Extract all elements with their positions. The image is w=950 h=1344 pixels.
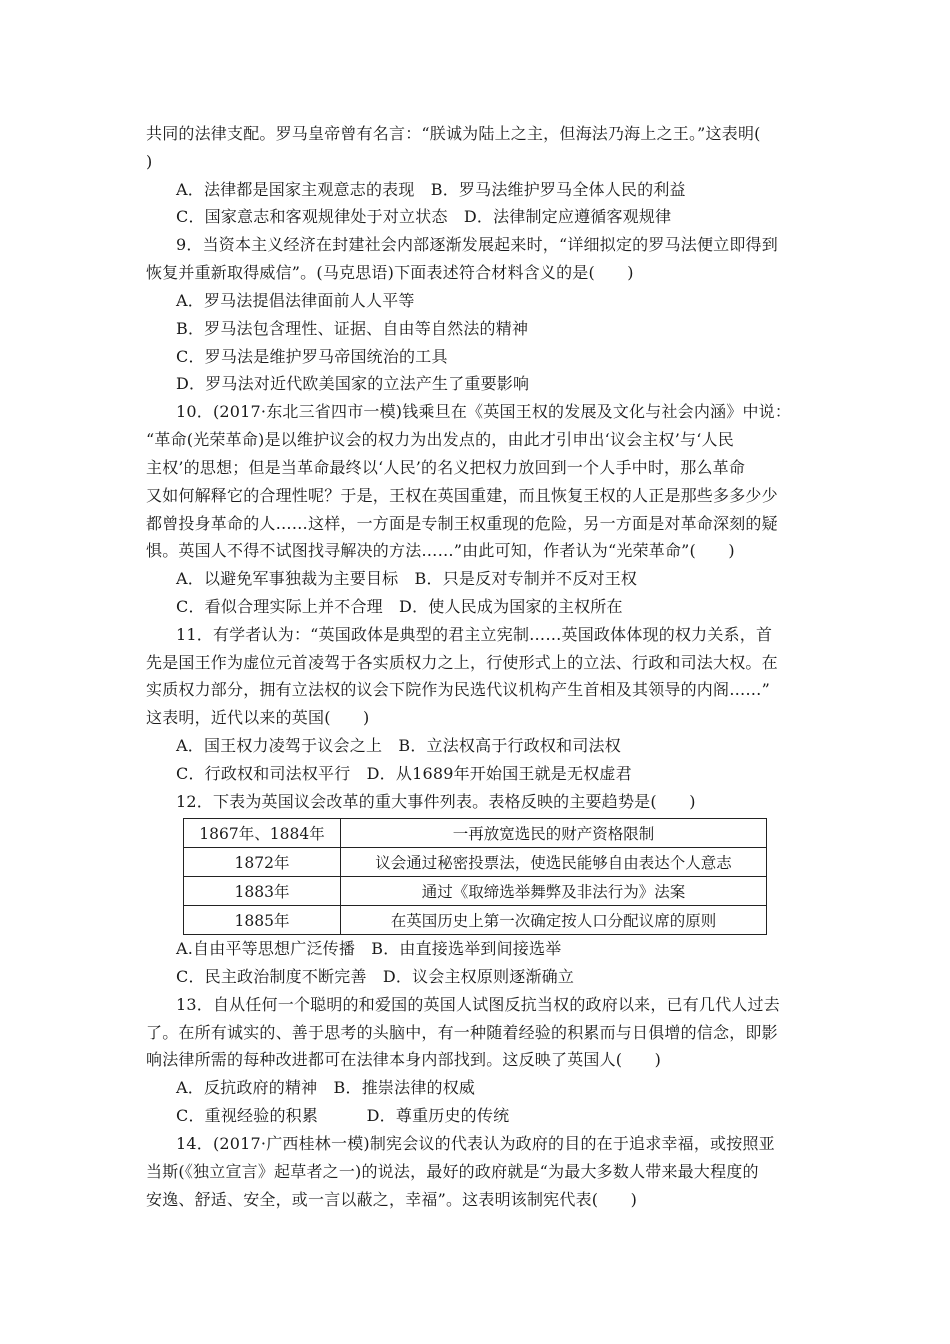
text-line: 又如何解释它的合理性呢？于是，王权在英国重建，而且恢复王权的人正是那些多多少少	[146, 486, 778, 505]
option-line: C．民主政治制度不断完善 D．议会主权原则逐渐确立	[176, 967, 575, 986]
text-line: )	[146, 152, 153, 171]
event-cell: 一再放宽选民的财产资格限制	[341, 819, 767, 848]
question-11: 11．有学者认为：“英国政体是典型的君主立宪制……英国政体体现的权力关系，首	[176, 625, 773, 644]
option-line: A．国王权力凌驾于议会之上 B．立法权高于行政权和司法权	[176, 736, 621, 755]
event-cell: 在英国历史上第一次确定按人口分配议席的原则	[341, 906, 767, 935]
option-line: C．国家意志和客观规律处于对立状态 D．法律制定应遵循客观规律	[176, 207, 672, 226]
text-line: 这表明，近代以来的英国( )	[146, 708, 370, 727]
text-line: 惧。英国人不得不试图找寻解决的方法……”由此可知，作者认为“光荣革命”( )	[146, 541, 735, 560]
reform-events-table	[183, 818, 767, 935]
year-cell: 1885年	[184, 906, 341, 935]
question-13: 13．自从任何一个聪明的和爱国的英国人试图反抗当权的政府以来，已有几代人过去	[176, 995, 780, 1014]
text-line: “革命(光荣革命)是以维护议会的权力为出发点的，由此才引申出‘议会主权’与‘人民	[146, 430, 734, 449]
text-line: 了。在所有诚实的、善于思考的头脑中，有一种随着经验的积累而与日俱增的信念，即影	[146, 1023, 778, 1042]
text-line: 都曾投身革命的人……这样，一方面是专制王权重现的危险，另一方面是对革命深刻的疑	[146, 514, 778, 533]
text-line: 恢复并重新取得威信”。(马克思语)下面表述符合材料含义的是( )	[146, 263, 634, 282]
event-cell: 通过《取缔选举舞弊及非法行为》法案	[341, 877, 767, 906]
table-row	[184, 906, 767, 935]
year-cell: 1872年	[184, 848, 341, 877]
option-line: C．重视经验的积累 D．尊重历史的传统	[176, 1106, 510, 1125]
option-line: A．以避免军事独裁为主要目标 B．只是反对专制并不反对王权	[176, 569, 638, 588]
table-row	[184, 877, 767, 906]
text-line: 安逸、舒适、安全，或一言以蔽之，幸福”。这表明该制宪代表( )	[146, 1190, 638, 1209]
option-line: A．罗马法提倡法律面前人人平等	[176, 291, 415, 310]
question-12: 12．下表为英国议会改革的重大事件列表。表格反映的主要趋势是( )	[176, 792, 696, 811]
event-cell: 议会通过秘密投票法，使选民能够自由表达个人意志	[341, 848, 767, 877]
text-line: 响法律所需的每种改进都可在法律本身内部找到。这反映了英国人( )	[146, 1050, 662, 1069]
year-cell: 1883年	[184, 877, 341, 906]
option-line: A.自由平等思想广泛传播 B．由直接选举到间接选举	[176, 939, 562, 958]
table-row	[184, 819, 767, 848]
year-cell: 1867年、1884年	[184, 819, 341, 848]
option-line: A．反抗政府的精神 B．推崇法律的权威	[176, 1078, 476, 1097]
text-line: 主权’的思想；但是当革命最终以‘人民’的名义把权力放回到一个人手中时，那么革命	[146, 458, 746, 477]
option-line: C．罗马法是维护罗马帝国统治的工具	[176, 347, 448, 366]
question-9: 9．当资本主义经济在封建社会内部逐渐发展起来时，“详细拟定的罗马法便立即得到	[176, 235, 778, 254]
option-line: C．看似合理实际上并不合理 D．使人民成为国家的主权所在	[176, 597, 623, 616]
option-line: C．行政权和司法权平行 D．从1689年开始国王就是无权虚君	[176, 764, 632, 783]
option-line: A．法律都是国家主观意志的表现 B．罗马法维护罗马全体人民的利益	[176, 180, 686, 199]
question-14: 14．(2017·广西桂林一模)制宪会议的代表认为政府的目的在于追求幸福，或按照亚	[176, 1134, 775, 1153]
table-row	[184, 848, 767, 877]
text-line: 当斯(《独立宣言》起草者之一)的说法，最好的政府就是“为最大多数人带来最大程度的	[146, 1162, 759, 1181]
text-line: 共同的法律支配。罗马皇帝曾有名言：“朕诚为陆上之主，但海法乃海上之王。”这表明(	[146, 124, 761, 143]
option-line: B．罗马法包含理性、证据、自由等自然法的精神	[176, 319, 529, 338]
text-line: 先是国王作为虚位元首凌驾于各实质权力之上，行使形式上的立法、行政和司法大权。在	[146, 653, 778, 672]
question-10: 10．(2017·东北三省四市一模)钱乘旦在《英国王权的发展及文化与社会内涵》中说：	[176, 402, 792, 421]
option-line: D．罗马法对近代欧美国家的立法产生了重要影响	[176, 374, 530, 393]
text-line: 实质权力部分，拥有立法权的议会下院作为民选代议机构产生首相及其领导的内阁……”	[146, 680, 770, 699]
